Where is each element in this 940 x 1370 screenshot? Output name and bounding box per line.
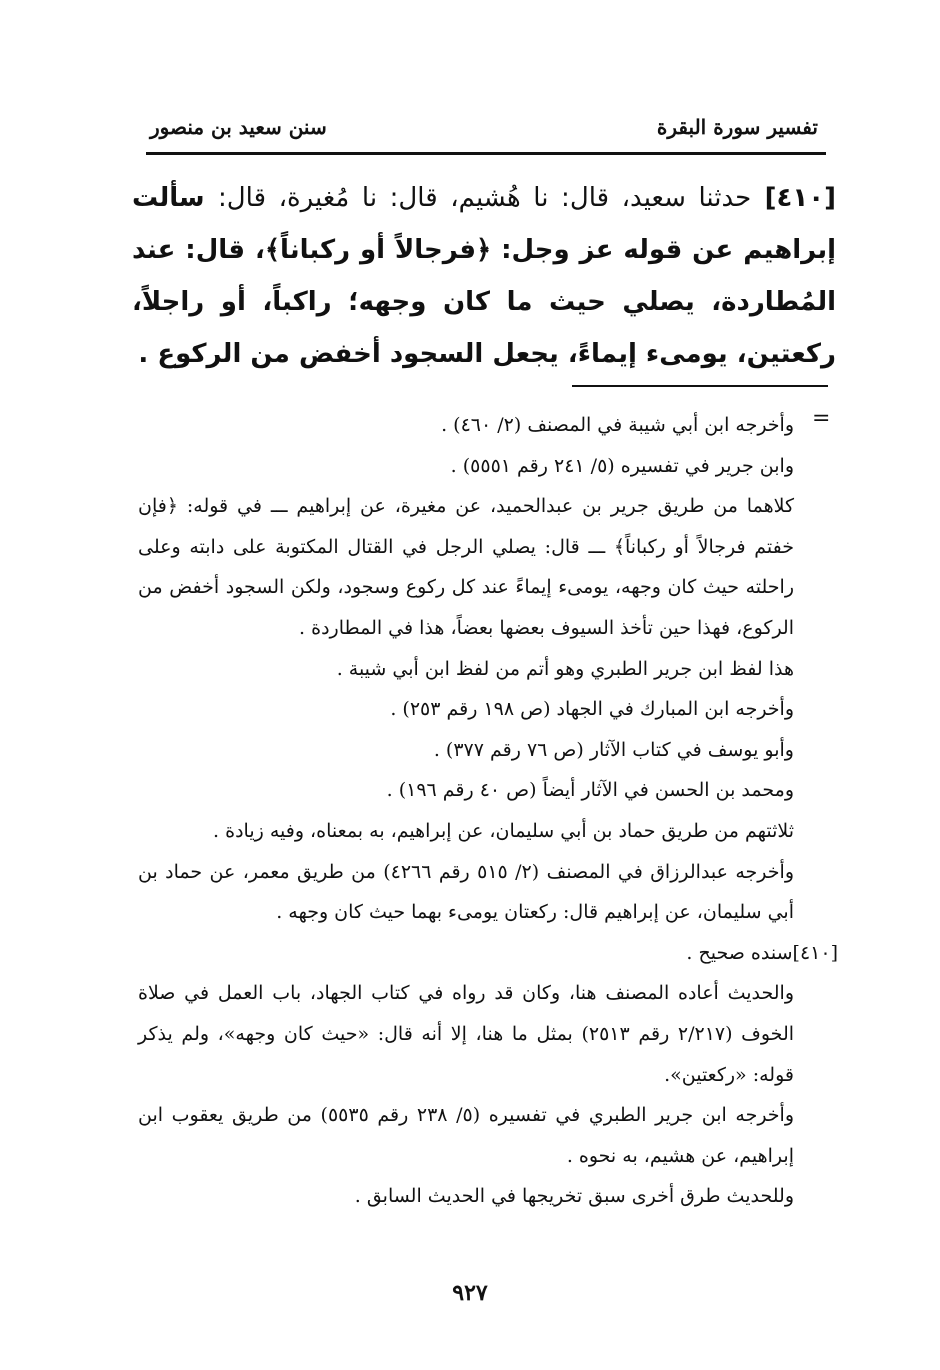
footnote-line: ومحمد بن الحسن في الآثار أيضاً (ص ٤٠ رقم ١٩٦) .: [386, 779, 794, 802]
footnote-line: وللحديث طرق أخرى سبق تخريجها في الحديث السابق .: [354, 1185, 794, 1208]
footnote-line: وأخرجه عبدالرزاق في المصنف (٢/ ٥١٥ رقم ٤٢٦٦) من طريق معمر، عن حماد بن أبي سليمان، عن إبراهيم قال: ركعتان يومىء بهما حيث كان وجهه .: [138, 860, 794, 924]
running-header-book: سنن سعيد بن منصور: [150, 115, 327, 139]
footnote-line: وابن جرير في تفسيره (٥/ ٢٤١ رقم ٥٥٥١) .: [450, 454, 794, 477]
footnotes: [138, 405, 838, 1217]
footnote-line: وأخرجه ابن أبي شيبة في المصنف (٢/ ٤٦٠) .: [441, 414, 794, 436]
hadith-matn: سألت إبراهيم عن قوله عز وجل: ﴿فرجالاً أو ركباناً﴾، قال: عند المُطاردة، يصلي حيث ما كان وجهه؛ راكباً، أو راجلاً، ركعتين، يومىء إيماءً، يجعل السجود أخفض من الركوع .: [132, 183, 836, 369]
footnote-410: [138, 933, 838, 974]
hadith-number: [٤١٠]: [764, 183, 836, 213]
footnote-410-text: سنده صحيح .: [686, 941, 793, 964]
header-divider: [146, 152, 826, 155]
footnote-410-label: [٤١٠]: [792, 941, 838, 964]
page-number: ٩٢٧: [452, 1280, 488, 1306]
footnote-continuation-mark: =: [812, 406, 831, 431]
footnote-divider: [572, 385, 828, 387]
footnote-line: وأخرجه ابن المبارك في الجهاد (ص ١٩٨ رقم ٢٥٣) .: [390, 698, 794, 721]
footnote-line: ثلاثتهم من طريق حماد بن أبي سليمان، عن إبراهيم، به بمعناه، وفيه زيادة .: [213, 819, 794, 842]
footnote-line: والحديث أعاده المصنف هنا، وكان قد رواه في كتاب الجهاد، باب العمل في صلاة الخوف (٢/٢١٧ رقم ٢٥١٣) بمثل ما هنا، إلا أنه قال: «حيث كان وجهه»، ولم يذكر قوله: «ركعتين».: [138, 982, 795, 1086]
hadith-text: [132, 172, 836, 380]
running-header-chapter: تفسير سورة البقرة: [656, 115, 818, 139]
footnote-line: وأبو يوسف في كتاب الآثار (ص ٧٦ رقم ٣٧٧) .: [433, 738, 794, 761]
footnote-line: هذا لفظ ابن جرير الطبري وهو أتم من لفظ ابن أبي شيبة .: [336, 657, 794, 680]
footnote-line: كلاهما من طريق جرير بن عبدالحميد، عن مغيرة، عن إبراهيم ـــ في قوله: ﴿فإن خفتم فرجالاً أو ركباناً﴾ ـــ قال: يصلي الرجل في القتال المكتوبة على دابته وعلى راحلته حيث كان وجهه، يومىء إيماءً عند كل ركوع وسجود، ولكن السجود أخفض من الركوع، فهذا حين تأخذ السيوف بعضها بعضاً، هذا في المطاردة .: [138, 495, 794, 639]
footnote-line: وأخرجه ابن جرير الطبري في تفسيره (٥/ ٢٣٨ رقم ٥٥٣٥) من طريق يعقوب ابن إبراهيم، عن هشيم، به نحوه .: [138, 1104, 794, 1167]
hadith-chain: حدثنا سعيد، قال: نا هُشيم، قال: نا مُغيرة، قال:: [218, 183, 752, 213]
